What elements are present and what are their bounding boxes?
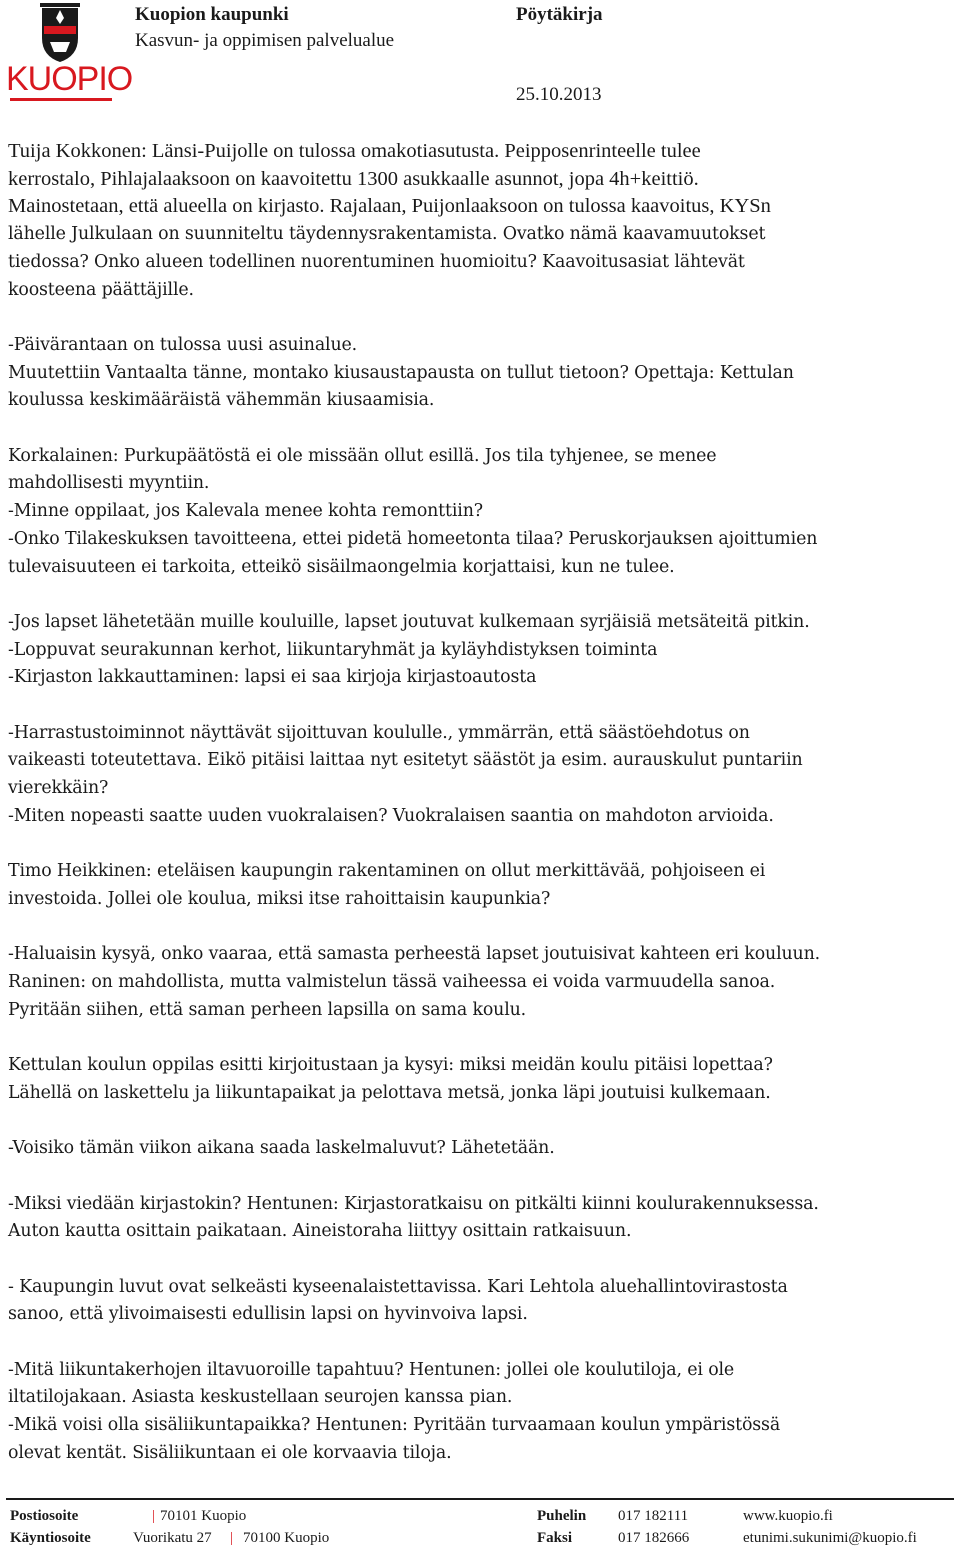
text-line: olevat kentät. Sisäliikuntaan ei ole korvaavia tiloja. — [8, 1442, 452, 1463]
text-line: -Päivärantaan on tulossa uusi asuinalue. — [8, 334, 358, 355]
text-line: vierekkäin? — [8, 778, 109, 799]
text-line: koosteena päättäjille. — [8, 279, 194, 300]
text-line: Lähellä on laskettelu ja liikuntapaikat ja pelottava metsä, jonka läpi joutuisi kulkemaan. — [8, 1082, 771, 1103]
phone-number: 017 182111 — [618, 1508, 689, 1524]
text-line: -Mitä liikuntakerhojen iltavuoroille tapahtuu? Hentunen: jollei ole koulutiloja, ei ole — [8, 1359, 735, 1380]
text-line: Korkalainen: Purkupäätöstä ei ole missään ollut esillä. Jos tila tyhjenee, se menee — [8, 445, 717, 466]
text-line: -Miksi viedään kirjastokin? Hentunen: Kirjastoratkaisu on pitkälti kiinni koulurakennuksessa. — [8, 1193, 819, 1214]
visiting-address-label: Käyntiosoite — [10, 1530, 91, 1546]
text-line: -Voisiko tämän viikon aikana saada laskelmaluvut? Lähetetään. — [8, 1138, 555, 1159]
document-header — [0, 0, 960, 115]
text-line: -Kirjaston lakkauttaminen: lapsi ei saa kirjoja kirjastoautosta — [8, 667, 537, 688]
text-line: sanoo, että ylivoimaisesti edullisin lapsi on hyvinvoiva lapsi. — [8, 1304, 528, 1325]
text-line: investoida. Jollei ole koulua, miksi itse rahoittaisin kaupunkia? — [8, 888, 551, 909]
website: www.kuopio.fi — [743, 1508, 833, 1524]
logo-wordmark: KUOPIO — [6, 60, 133, 98]
paragraph — [8, 221, 953, 304]
text-line: -Jos lapset lähetetään muille kouluille, lapset joutuvat kulkemaan syrjäisiä metsäteitä pitkin. — [8, 611, 810, 632]
paragraph — [8, 443, 953, 582]
text-line: mahdollisesti myyntiin. — [8, 473, 210, 494]
paragraph — [8, 1135, 953, 1163]
text-line: -Loppuvat seurakunnan kerhot, liikuntaryhmät ja kyläyhdistyksen toiminta — [8, 639, 658, 660]
separator: | — [230, 1530, 234, 1546]
text-line: Mainostetaan, että alueella on kirjasto. Rajalaan, Puijonlaaksoon on tulossa kaavoitus, KYSn — [8, 195, 771, 218]
text-line: Kettulan koulun oppilas esitti kirjoitustaan ja kysyi: miksi meidän koulu pitäisi lopettaa? — [8, 1055, 773, 1076]
paragraph — [8, 332, 953, 415]
minutes-body — [8, 138, 953, 1468]
document-footer — [10, 1508, 955, 1552]
text-line: iltatilojakaan. Asiasta keskustellaan seurojen kanssa pian. — [8, 1387, 513, 1408]
text-line: - Kaupungin luvut ovat selkeästi kyseenalaistettavissa. Kari Lehtola aluehallintovirastosta — [8, 1276, 788, 1297]
separator: | — [152, 1508, 156, 1524]
footer-divider — [6, 1498, 954, 1500]
document-type: Pöytäkirja — [516, 4, 603, 25]
text-line: -Mikä voisi olla sisäliikuntapaikka? Hentunen: Pyritään turvaamaan koulun ympäristössä — [8, 1415, 781, 1436]
fax-label: Faksi — [537, 1530, 573, 1546]
postal-address-label: Postiosoite — [10, 1508, 79, 1524]
paragraph — [8, 941, 953, 1024]
paragraph — [8, 858, 953, 913]
text-line: Timo Heikkinen: eteläisen kaupungin rakentaminen on ollut merkittävää, pohjoiseen ei — [8, 861, 766, 882]
text-line: -Onko Tilakeskuksen tavoitteena, ettei pidetä homeetonta tilaa? Peruskorjauksen ajoittumien — [8, 528, 818, 549]
text-line: vaikeasti toteutettava. Eikö pitäisi laittaa nyt esitetyt säästöt ja esim. aurauskulut puntariin — [8, 750, 803, 771]
paragraph — [8, 1052, 953, 1107]
text-line: lähelle Julkulaan on suunniteltu täydennysrakentamista. Ovatko nämä kaavamuutokset — [8, 224, 766, 245]
text-line: Tuija Kokkonen: Länsi-Puijolle on tulossa omakotiasutusta. Peipposenrinteelle tulee — [8, 140, 701, 162]
paragraph — [8, 609, 953, 692]
fax-number: 017 182666 — [618, 1530, 690, 1546]
text-line: kerrostalo, Pihlajalaaksoon on kaavoitettu 1300 asukkaalle asunnot, jopa 4h+keittiö. — [8, 167, 699, 190]
text-line: koulussa keskimääräistä vähemmän kiusaamisia. — [8, 390, 435, 411]
footer-row-postal — [10, 1508, 955, 1530]
text-line: -Minne oppilaat, jos Kalevala menee kohta remonttiin? — [8, 501, 483, 522]
city-address: 70100 Kuopio — [243, 1530, 330, 1546]
text-line: Muutettiin Vantaalta tänne, montako kiusaustapausta on tullut tietoon? Opettaja: Kettulan — [8, 362, 794, 383]
street-address: Vuorikatu 27 — [133, 1530, 212, 1546]
email-address: etunimi.sukunimi@kuopio.fi — [743, 1530, 917, 1546]
organization-unit: Kasvun- ja oppimisen palvelualue — [135, 30, 395, 51]
paragraph — [8, 1357, 953, 1468]
phone-label: Puhelin — [537, 1508, 587, 1524]
text-line: -Miten nopeasti saatte uuden vuokralaisen? Vuokralaisen saantia on mahdoton arvioida. — [8, 805, 774, 826]
text-line: -Harrastustoiminnot näyttävät sijoittuvan koululle., ymmärrän, että säästöehdotus on — [8, 722, 750, 743]
text-line: tiedossa? Onko alueen todellinen nuorentuminen huomioitu? Kaavoitusasiat lähtevät — [8, 251, 745, 272]
paragraph — [8, 1274, 953, 1329]
document-date: 25.10.2013 — [516, 84, 602, 105]
postal-address: 70101 Kuopio — [160, 1508, 247, 1524]
paragraph — [8, 1191, 953, 1246]
text-line: Auton kautta osittain paikataan. Aineistoraha liittyy osittain ratkaisuun. — [8, 1221, 632, 1242]
text-line: -Haluaisin kysyä, onko vaaraa, että samasta perheestä lapset joutuisivat kahteen eri kouluun. — [8, 944, 821, 965]
organization-name: Kuopion kaupunki — [135, 4, 289, 25]
text-line: Raninen: on mahdollista, mutta valmistelun tässä vaiheessa ei voida varmuudella sanoa. — [8, 972, 776, 992]
text-line: Pyritään siihen, että saman perheen lapsilla on sama koulu. — [8, 999, 527, 1020]
paragraph — [8, 720, 953, 831]
text-line: tulevaisuuteen ei tarkoita, etteikö sisäilmaongelmia korjattaisi, kun ne tulee. — [8, 556, 675, 577]
